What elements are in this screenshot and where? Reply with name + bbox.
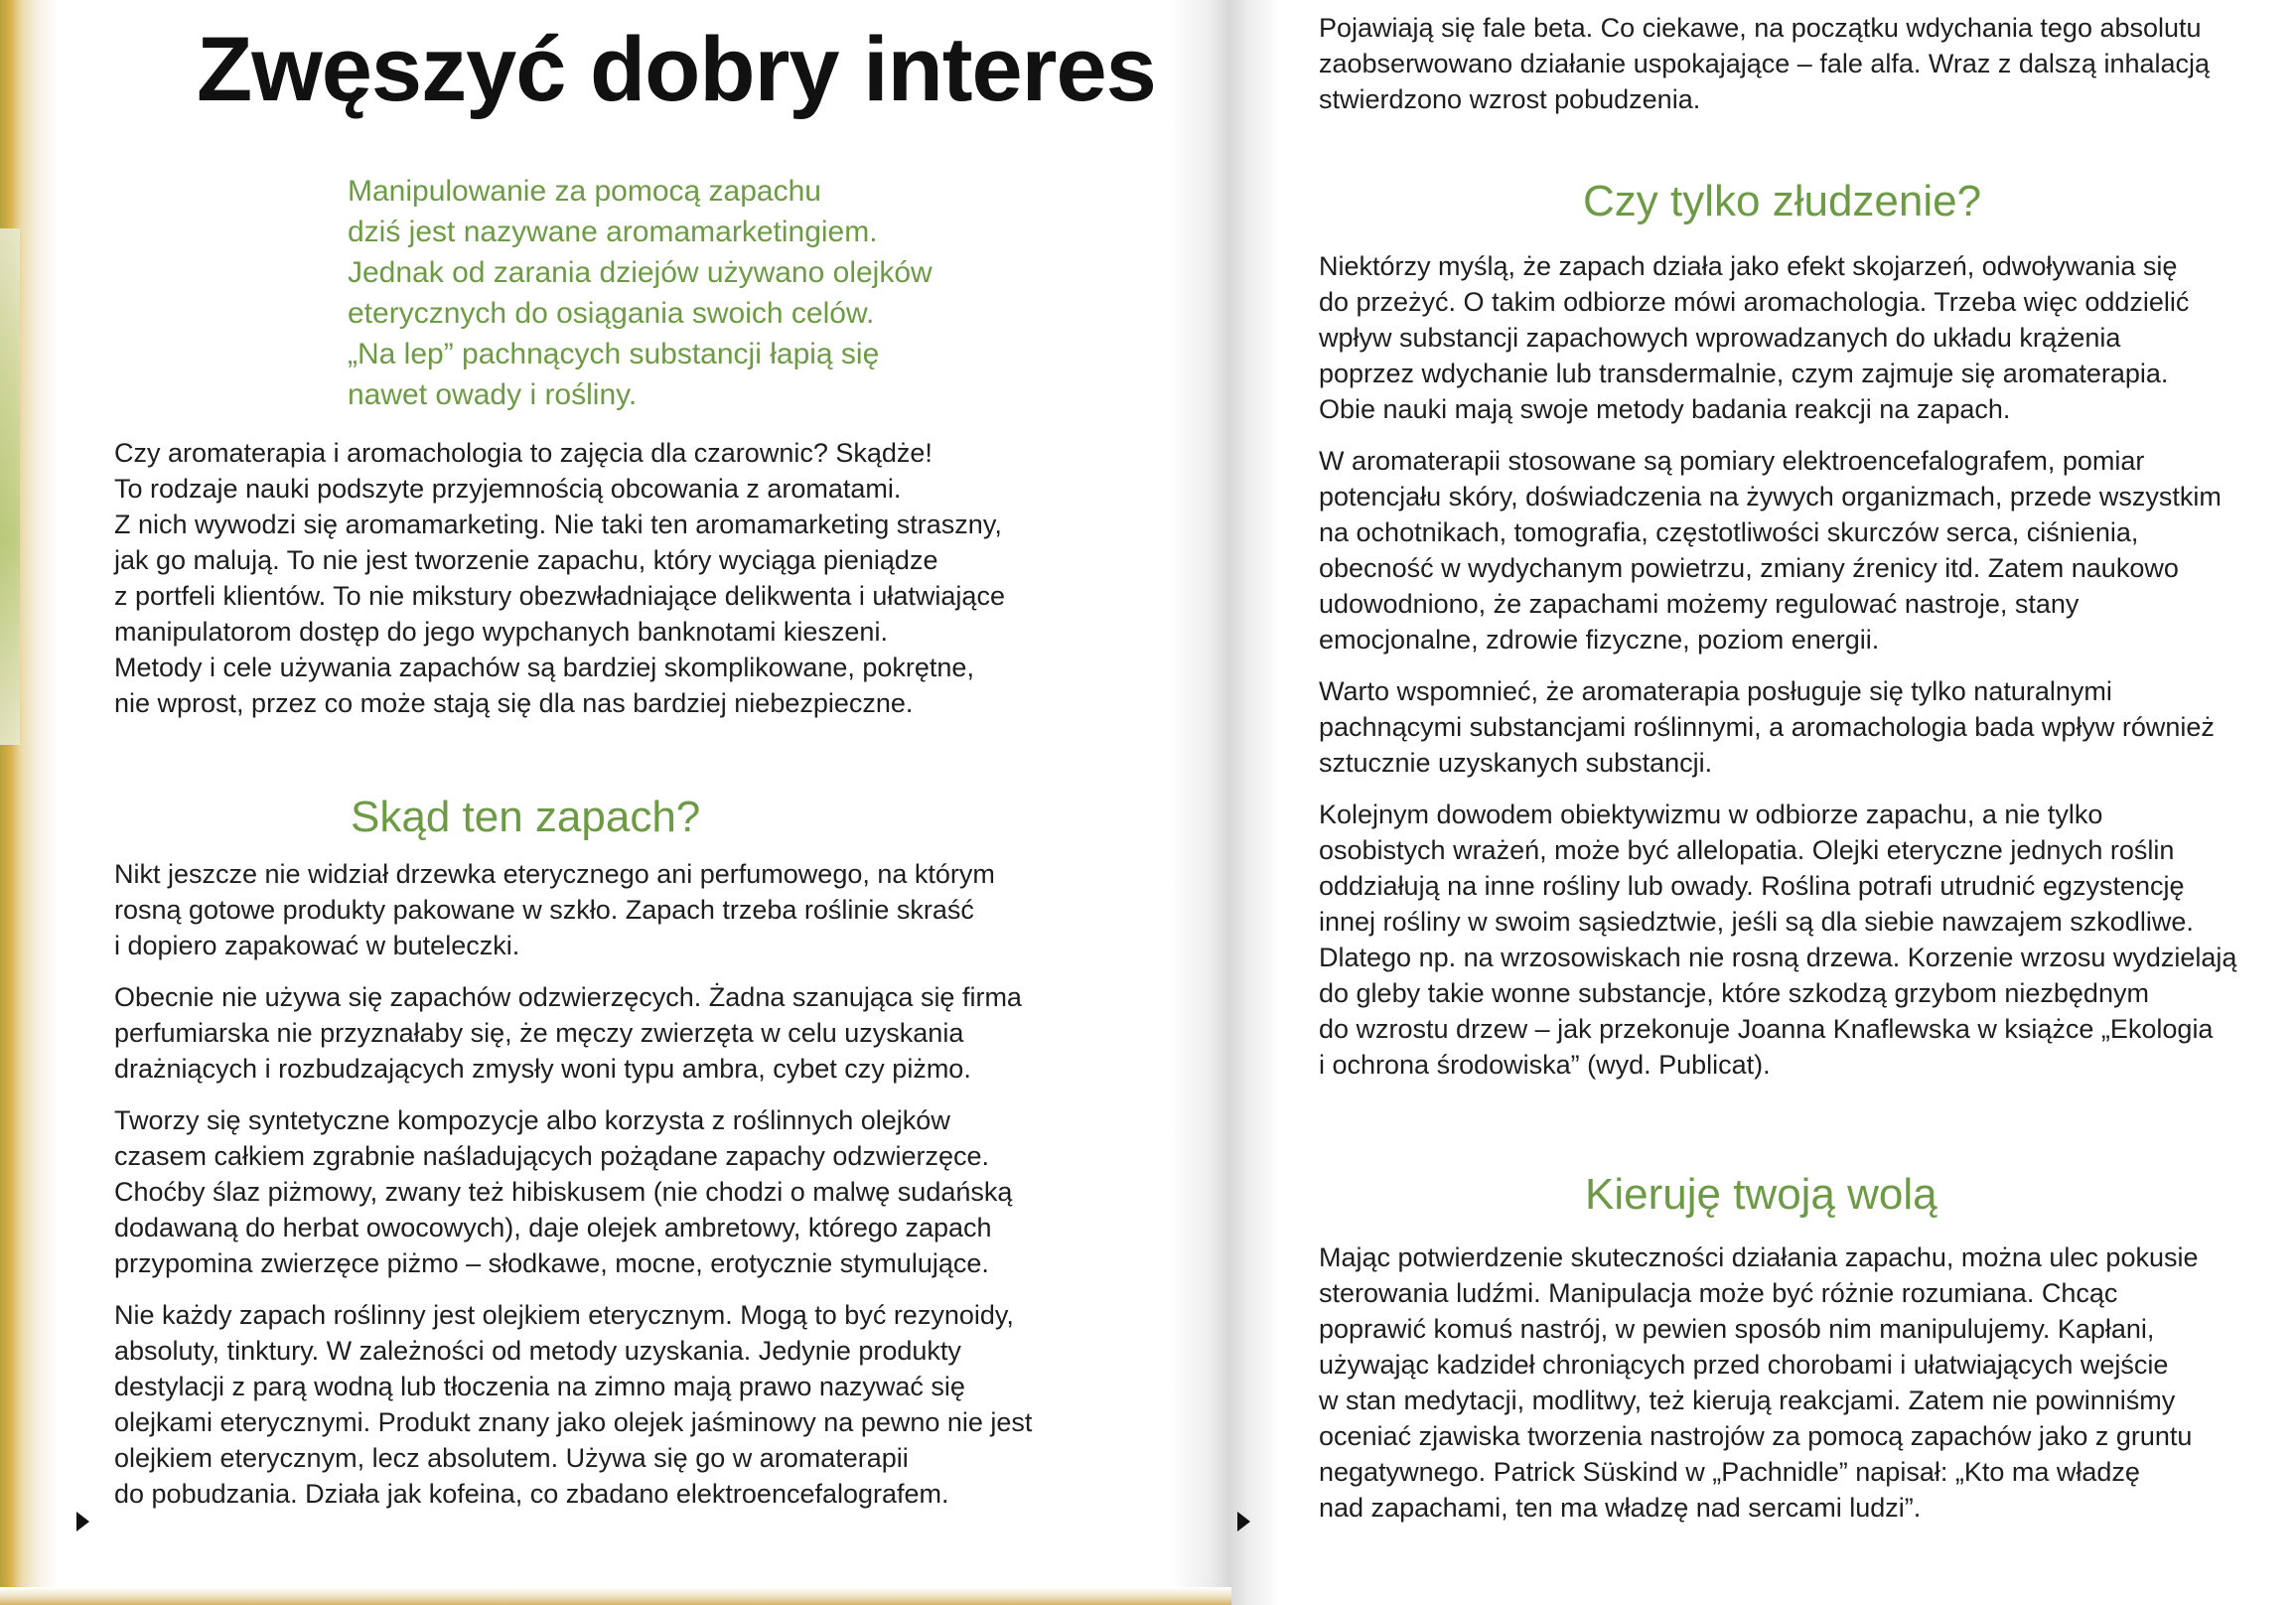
text-line: dodawaną do herbat owocowych), daje olejek ambretowy, którego zapach bbox=[114, 1213, 992, 1242]
text-line: udowodniono, że zapachami możemy regulować nastroje, stany bbox=[1319, 589, 2080, 619]
section-heading-skad: Skąd ten zapach? bbox=[351, 793, 701, 841]
text-line: manipulatorom dostęp do jego wypchanych banknotami kieszeni. bbox=[114, 617, 888, 647]
continuation-paragraph bbox=[1319, 10, 2210, 117]
right-page bbox=[1281, 0, 2296, 1605]
text-line: poprawić komuś nastrój, w pewien sposób nim manipulujemy. Kapłani, bbox=[1319, 1314, 2155, 1344]
text-line: Tworzy się syntetyczne kompozycje albo korzysta z roślinnych olejków bbox=[114, 1105, 950, 1135]
text-line: sztucznie uzyskanych substancji. bbox=[1319, 748, 1713, 778]
triangle-right-icon bbox=[76, 1512, 89, 1532]
text-line: i dopiero zapakować w buteleczki. bbox=[114, 931, 520, 960]
text-line: oddziałują na inne rośliny lub owady. Roślina potrafi utrudnić egzystencję bbox=[1319, 871, 2185, 901]
text-line: Dlatego np. na wrzosowiskach nie rosną drzewa. Korzenie wrzosu wydzielają bbox=[1319, 943, 2237, 972]
text-line: absoluty, tinktury. W zależności od metody uzyskania. Jedynie produkty bbox=[114, 1336, 961, 1366]
lead-line: nawet owady i rośliny. bbox=[348, 378, 638, 411]
text-line: innej rośliny w swoim sąsiedztwie, jeśli są dla siebie nawzajem szkodliwe. bbox=[1319, 907, 2194, 937]
text-line: nie wprost, przez co może stają się dla nas bardziej niebezpieczne. bbox=[114, 688, 914, 718]
text-line: i ochrona środowiska” (wyd. Publicat). bbox=[1319, 1050, 1771, 1080]
text-line: Warto wspomnieć, że aromaterapia posługuje się tylko naturalnymi bbox=[1319, 676, 2112, 706]
text-line: czasem całkiem zgrabnie naśladujących pożądane zapachy odzwierzęce. bbox=[114, 1141, 989, 1171]
paragraph bbox=[114, 979, 1032, 1087]
text-line: pachnącymi substancjami roślinnymi, a aromachologia bada wpływ również bbox=[1319, 712, 2215, 742]
text-line: przypomina zwierzęce piżmo – słodkawe, mocne, erotycznie stymulujące. bbox=[114, 1248, 989, 1278]
text-line: jak go malują. To nie jest tworzenie zapachu, który wyciąga pieniądze bbox=[114, 545, 938, 575]
text-line: potencjału skóry, doświadczenia na żywych organizmach, przede wszystkim bbox=[1319, 482, 2222, 511]
text-line: Nikt jeszcze nie widział drzewka eterycznego ani perfumowego, na którym bbox=[114, 859, 995, 889]
triangle-right-icon bbox=[1237, 1512, 1250, 1532]
article-title: Zwęszyć dobry interes bbox=[197, 19, 1156, 120]
section-body-czy-tylko bbox=[1319, 248, 2236, 1098]
lead-line: eterycznych do osiągania swoich celów. bbox=[348, 297, 875, 330]
text-line: destylacji z parą wodną lub tłoczenia na zimno mają prawo nazywać się bbox=[114, 1372, 965, 1401]
text-line: sterowania ludźmi. Manipulacja może być różnie rozumiana. Chcąc bbox=[1319, 1278, 2118, 1308]
text-line: Nie każdy zapach roślinny jest olejkiem eterycznym. Mogą to być rezynoidy, bbox=[114, 1300, 1014, 1330]
text-line: olejkiem eterycznym, lecz absolutem. Używa się go w aromaterapii bbox=[114, 1443, 909, 1473]
paragraph bbox=[114, 1102, 1032, 1281]
text-line: obecność w wydychanym powietrzu, zmiany źrenicy itd. Zatem naukowo bbox=[1319, 553, 2179, 583]
text-line: Choćby ślaz piżmowy, zwany też hibiskusem (nie chodzi o malwę sudańską bbox=[114, 1177, 1013, 1207]
text-line: do przeżyć. O takim odbiorze mówi aromachologia. Trzeba więc oddzielić bbox=[1319, 287, 2190, 317]
section-body-kieruje bbox=[1319, 1240, 2199, 1541]
lead-line: Jednak od zarania dziejów używano olejków bbox=[348, 256, 933, 289]
intro-paragraph bbox=[114, 435, 1005, 721]
paragraph bbox=[1319, 248, 2236, 427]
text-line: Pojawiają się fale beta. Co ciekawe, na początku wdychania tego absolutu bbox=[1319, 13, 2202, 43]
text-line: rosną gotowe produkty pakowane w szkło. Zapach trzeba roślinie skraść bbox=[114, 895, 974, 925]
text-line: Mając potwierdzenie skuteczności działania zapachu, można ulec pokusie bbox=[1319, 1242, 2199, 1272]
section-heading-czy-tylko: Czy tylko złudzenie? bbox=[1583, 177, 1982, 225]
text-line: drażniących i rozbudzających zmysły woni typu ambra, cybet czy piżmo. bbox=[114, 1054, 971, 1084]
paragraph bbox=[114, 856, 1032, 963]
paragraph bbox=[1319, 443, 2236, 657]
text-line: negatywnego. Patrick Süskind w „Pachnidle” napisał: „Kto ma władzę bbox=[1319, 1457, 2140, 1487]
section-heading-kieruje: Kieruję twoją wolą bbox=[1585, 1170, 1937, 1219]
paragraph bbox=[1319, 797, 2236, 1083]
text-line: W aromaterapii stosowane są pomiary elektroencefalografem, pomiar bbox=[1319, 446, 2145, 476]
text-line: do gleby takie wonne substancje, które szkodzą grzybom niezbędnym bbox=[1319, 978, 2149, 1008]
text-line: Czy aromaterapia i aromachologia to zajęcia dla czarownic? Skądże! bbox=[114, 438, 933, 468]
text-line: zaobserwowano działanie uspokajające – fale alfa. Wraz z dalszą inhalacją bbox=[1319, 49, 2211, 78]
text-line: osobistych wrażeń, może być allelopatia. Olejki eteryczne jednych roślin bbox=[1319, 835, 2175, 865]
text-line: nad zapachami, ten ma władzę nad sercami ludzi”. bbox=[1319, 1493, 1922, 1523]
text-line: w stan medytacji, modlitwy, też kierują reakcjami. Zatem nie powinniśmy bbox=[1319, 1386, 2176, 1415]
lead-line: „Na lep” pachnących substancji łapią się bbox=[348, 338, 880, 370]
paragraph bbox=[1319, 673, 2236, 781]
text-line: Obecnie nie używa się zapachów odzwierzęcych. Żadna szanująca się firma bbox=[114, 982, 1022, 1012]
text-line: wpływ substancji zapachowych wprowadzanych do układu krążenia bbox=[1319, 323, 2121, 353]
paragraph bbox=[1319, 1240, 2199, 1526]
text-line: Z nich wywodzi się aromamarketing. Nie taki ten aromamarketing straszny, bbox=[114, 510, 1002, 539]
section-body-skad bbox=[114, 856, 1032, 1528]
text-line: poprzez wdychanie lub transdermalnie, czym zajmuje się aromaterapia. bbox=[1319, 359, 2169, 388]
text-line: do wzrostu drzew – jak przekonuje Joanna Knaflewska w książce „Ekologia bbox=[1319, 1014, 2214, 1044]
text-line: Obie nauki mają swoje metody badania reakcji na zapach. bbox=[1319, 394, 2011, 424]
text-line: To rodzaje nauki podszyte przyjemnością obcowania z aromatami. bbox=[114, 474, 902, 504]
text-line: do pobudzania. Działa jak kofeina, co zbadano elektroencefalografem. bbox=[114, 1479, 949, 1509]
text-line: z portfeli klientów. To nie mikstury obezwładniające delikwenta i ułatwiające bbox=[114, 581, 1005, 611]
text-line: stwierdzono wzrost pobudzenia. bbox=[1319, 84, 1701, 114]
text-line: emocjonalne, zdrowie fizyczne, poziom energii. bbox=[1319, 625, 1880, 655]
text-line: Metody i cele używania zapachów są bardziej skomplikowane, pokrętne, bbox=[114, 653, 974, 682]
text-line: oceniać zjawiska tworzenia nastrojów za pomocą zapachów jako z gruntu bbox=[1319, 1421, 2193, 1451]
paragraph bbox=[114, 1297, 1032, 1512]
text-line: Kolejnym dowodem obiektywizmu w odbiorze zapachu, a nie tylko bbox=[1319, 800, 2103, 829]
text-line: na ochotnikach, tomografia, częstotliwości skurczów serca, ciśnienia, bbox=[1319, 517, 2139, 547]
lead-line: dziś jest nazywane aromamarketingiem. bbox=[348, 216, 878, 248]
text-line: używając kadzideł chroniących przed chorobami i ułatwiających wejście bbox=[1319, 1350, 2169, 1380]
article-lead bbox=[348, 171, 1102, 415]
text-line: olejkami eterycznymi. Produkt znany jako olejek jaśminowy na pewno nie jest bbox=[114, 1407, 1033, 1437]
lead-line: Manipulowanie za pomocą zapachu bbox=[348, 175, 821, 208]
text-line: Niektórzy myślą, że zapach działa jako efekt skojarzeń, odwoływania się bbox=[1319, 251, 2178, 281]
text-line: perfumiarska nie przyznałaby się, że męczy zwierzęta w celu uzyskania bbox=[114, 1018, 964, 1048]
